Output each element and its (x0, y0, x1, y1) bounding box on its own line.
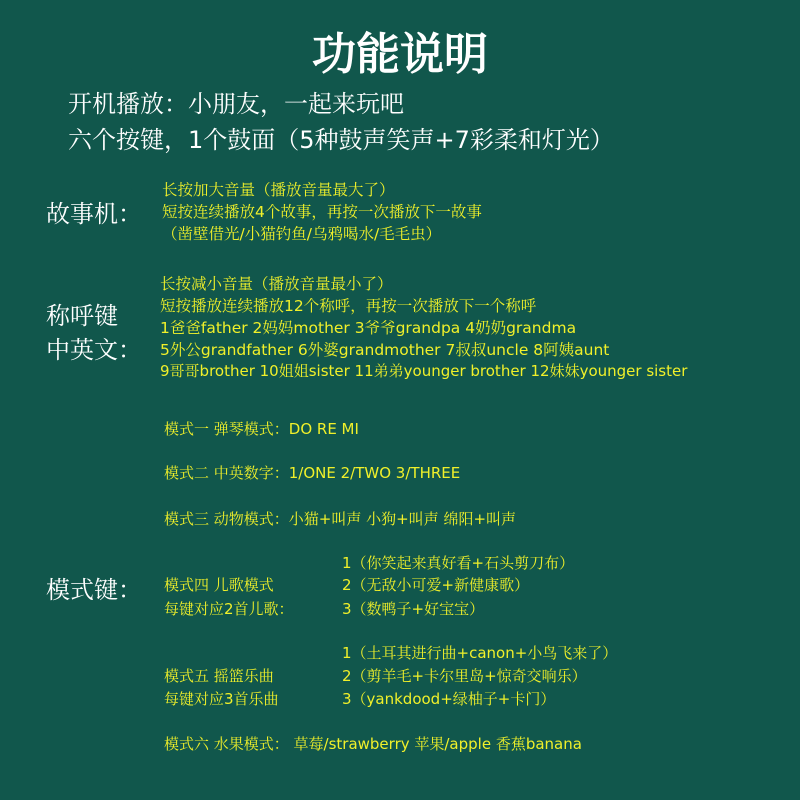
greeting-label-1: 称呼键 (46, 302, 118, 330)
story-line-2: 短按连续播放4个故事，再按一次播放下一故事 (162, 203, 482, 221)
intro-line-2: 六个按键，1个鼓面（5种鼓声笑声+7彩柔和灯光） (68, 126, 614, 154)
mode4-item-1: 1（你笑起来真好看+石头剪刀布） (342, 554, 575, 572)
story-line-3: （凿壁借光/小猫钓鱼/乌鸦喝水/毛毛虫） (162, 225, 442, 243)
mode5-item-1: 1（土耳其进行曲+canon+小鸟飞来了） (342, 644, 618, 662)
mode1-text: 模式一 弹琴模式：DO RE MI (164, 420, 359, 438)
mode5-name: 模式五 摇篮乐曲 (164, 667, 274, 685)
mode5-item-3: 3（yankdood+绿柚子+卡门） (342, 690, 556, 708)
greeting-line-3: 1爸爸father 2妈妈mother 3爷爷grandpa 4奶奶grandma (160, 319, 577, 337)
greeting-label-2: 中英文： (46, 336, 142, 364)
page-title: 功能说明 (312, 29, 488, 80)
intro-line-1: 开机播放：小朋友，一起来玩吧 (68, 90, 404, 118)
greeting-line-5: 9哥哥brother 10姐姐sister 11弟弟younger brother 12妹妹younger sister (160, 362, 688, 380)
mode4-sub: 每键对应2首儿歌： (164, 600, 294, 618)
mode5-sub: 每键对应3首乐曲 (164, 690, 279, 708)
story-line-1: 长按加大音量（播放音量最大了） (162, 181, 395, 199)
story-label: 故事机： (46, 200, 142, 228)
mode2-text: 模式二 中英数字：1/ONE 2/TWO 3/THREE (164, 464, 461, 482)
mode4-name: 模式四 儿歌模式 (164, 576, 274, 594)
greeting-line-2: 短按播放连续播放12个称呼，再按一次播放下一个称呼 (160, 297, 537, 315)
modes-label: 模式键： (46, 576, 142, 604)
greeting-line-4: 5外公grandfather 6外婆grandmother 7叔叔uncle 8阿姨aunt (160, 341, 610, 359)
mode4-item-3: 3（数鸭子+好宝宝） (342, 600, 485, 618)
mode3-text: 模式三 动物模式：小猫+叫声 小狗+叫声 绵阳+叫声 (164, 510, 517, 528)
greeting-line-1: 长按减小音量（播放音量最小了） (160, 275, 393, 293)
mode4-item-2: 2（无敌小可爱+新健康歌） (342, 576, 530, 594)
mode6-text: 模式六 水果模式： 草莓/strawberry 苹果/apple 香蕉banana (164, 735, 582, 753)
mode5-item-2: 2（剪羊毛+卡尔里岛+惊奇交响乐） (342, 667, 587, 685)
